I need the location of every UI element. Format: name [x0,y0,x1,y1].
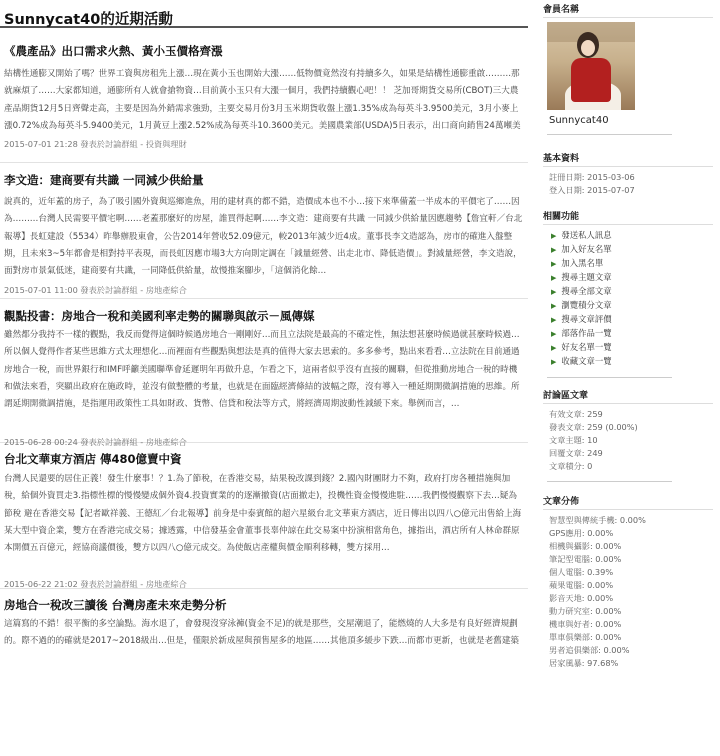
post-excerpt: 這篇寫的不錯！很平衡的多空論點。海水退了，會發現沒穿泳褲(資金不足)的就是那些，交屋潮退了，能燃燒的人大多是有良好經濟規劃的。際不過的的確就是2017~2018級出…但是，僅限於新成屋與預售屋多的地區……其他頂多緩步下跌…而都市更新，也就是老舊建築 [4,619,520,647]
member-section [543,2,713,126]
triangle-bullet-icon: ▶ [551,288,557,296]
func-blog-list[interactable]: ▶ 部落作品一覽 [551,328,612,338]
triangle-bullet-icon: ▶ [551,316,557,324]
functions-section [543,209,713,369]
dist-item: GPS應用: 0.00% [549,528,614,538]
stat-points: 文章積分: 0 [549,461,593,471]
stat-topics: 文章主題: 10 [549,435,598,445]
triangle-bullet-icon: ▶ [551,246,557,254]
triangle-bullet-icon: ▶ [551,302,557,310]
distribution-heading: 文章分佈 [543,494,713,510]
distribution-section [543,494,713,670]
sidebar [543,0,713,670]
post-meta: 2015-06-28 00:24 發表於討論群組 - 房地產綜合 [4,437,187,447]
dist-item: 動力研究室: 0.00% [549,606,622,616]
dist-item: 男者追俱樂部: 0.00% [549,645,630,655]
post-item [0,299,528,447]
func-add-friend[interactable]: ▶ 加入好友名單 [551,244,612,254]
post-excerpt: 說真的，近年蓋的房子，為了吸引國外資與巡鄉進魚，用的建材真的都不錯，造價成本也不小…接下來準備蓋一半成本的平價宅了……因為………台灣人民需要平價宅啊……老蓋那麼好的房屋，誰買得起啊……李文造：建商要有共識 一同減少供給量因應趨勢【詹宜軒／台北報導】長虹建設（5534）昨舉辦股東會，公告2014年營收52.09億元，較2013年減少近4成。董事長李文造認為，房市的確進入盤整期，且未來3~5年都會是相對持平表現，而長虹因應市場3大方向則定調在「減量經營、出走北市、降低造價」。對減量經營，李文造說，面對房市景氣低迷，建商要有共識，一同降低供給量，故慢推案腳步，「這個消化餘… [4,197,523,277]
register-date: 註冊日期: 2015-03-06 [549,172,635,182]
dist-item: 蘋果電腦: 0.00% [549,580,614,590]
post-title[interactable]: 《農產品》出口需求火熱、黃小玉價格齊漲 [4,44,223,58]
dist-item: 單車俱樂部: 0.00% [549,632,622,642]
page-title: Sunnycat40的近期活動 [0,0,528,28]
func-search-all[interactable]: ▶ 搜尋全部文章 [551,286,612,296]
triangle-bullet-icon: ▶ [551,232,557,240]
username[interactable]: Sunnycat40 [549,115,609,126]
stats-section [543,388,713,473]
triangle-bullet-icon: ▶ [551,344,557,352]
avatar[interactable] [547,22,635,110]
divider [547,134,672,135]
triangle-bullet-icon: ▶ [551,260,557,268]
post-title[interactable]: 台北文華東方酒店 傳480億賣中資 [4,452,182,466]
func-send-pm[interactable]: ▶ 發送私人訊息 [551,230,612,240]
stat-valid-posts: 有效文章: 259 [549,409,603,419]
divider [547,481,672,482]
post-item [0,443,528,589]
post-title[interactable]: 李文造：建商要有共識 一同減少供給量 [4,173,204,187]
triangle-bullet-icon: ▶ [551,274,557,282]
triangle-bullet-icon: ▶ [551,358,557,366]
post-meta: 2015-06-22 21:02 發表於討論群組 - 房地產綜合 [4,579,187,589]
dist-item: 相機與攝影: 0.00% [549,541,622,551]
stats-heading: 討論區文章 [543,388,713,404]
func-search-ratings[interactable]: ▶ 搜尋文章評價 [551,314,612,324]
func-friend-list[interactable]: ▶ 好友名單一覽 [551,342,612,352]
post-meta: 2015-07-01 11:00 發表於討論群組 - 房地產綜合 [4,285,187,295]
triangle-bullet-icon: ▶ [551,330,557,338]
post-title[interactable]: 房地合一稅改三讀後 台灣房產未來走勢分析 [4,598,227,612]
basic-info-section [543,151,713,197]
divider [547,377,672,378]
dist-item: 機車與好者: 0.00% [549,619,622,629]
post-item [0,28,528,163]
functions-heading: 相關功能 [543,209,713,225]
post-excerpt: 台灣人民還要的居住正義！發生什麼事！？1.為了節稅，在香港交易，結果稅改課到錢？2.國內財團財力不夠，政府打房各種措施與加稅，給個外資買走3.指標性標的慢慢變成個外資4.投資實業的的逐漸撤資(店面撤走)，投機性資金慢慢進駐……我們慢慢觀察下去…疑為節稅 避在香港交易【記者歐祥義、王德紅／台北報導】前身是中泰賓館的超六星級台北文華東方酒店，近日傳出以四八○億元出售給上海某大型中資企業，雙方在香港完成交易；據透露，中信發基金會董事長辜仲諒在此交易案中扮演相當角色，據指出，酒店所有人林命群原本開價五百億元，經協商議價後，雙方以四八○億元成交。為使飯店產權與價金順利移轉，雙方採用… [4,474,522,554]
dist-item: 居家風暴: 97.68% [549,658,619,668]
post-item [0,163,528,299]
post-item [0,589,528,649]
func-search-topics[interactable]: ▶ 搜尋主題文章 [551,272,612,282]
post-excerpt: 結構性通膨又開始了嗎？世界工資與房租先上漲…現在黃小玉也開始大漲……低物價竟然沒有持續多久，如果是結構性通膨重啟………那就麻煩了……大家都知道，通膨所有人就會搶物資…目前黃小玉只有大漲一個月，我們持續觀心吧！！ 芝加哥期貨交易所(CBOT)三大農產品期貨12月5日齊聲走高，主要是因為外銷需求強勁，主要交易月份3月玉米期貨收盤上漲1.35%成為每英斗3.9500美元，3月小麥上漲0.72%成為每英斗5.9400美元，1月黃豆上漲2.52%成為每英斗10.3600美元。美國農業部(USDA)5日表示，出口商向銷售24萬噸美 [4,69,521,131]
member-heading: 會員名稱 [543,2,713,18]
stat-posted: 發表文章: 259 (0.00%) [549,422,638,432]
dist-item: 智慧型與傳統手機: 0.00% [549,515,646,525]
stat-replies: 回覆文章: 249 [549,448,603,458]
basic-info-heading: 基本資料 [543,151,713,167]
func-browse-points[interactable]: ▶ 瀏覽積分文章 [551,300,612,310]
func-add-blacklist[interactable]: ▶ 加入黑名單 [551,258,604,268]
post-excerpt: 雖然都分我持不一樣的觀點，我反而覺得這個時候過房地合一剛剛好…而且立法院是最高的不確定性，無法想甚麼時候過就甚麼時候過…所以個人覺得作者某些思維方式太理想化…而裡面有些觀點與想法是真的值得大家去思索的。多多參考，點出來看看…立法院在目前通過房地合一稅，而世界銀行和IMF呼籲美國聯準會延遲明年再做升息，乍看之下，這兩者似乎沒有直接的關聯，但從推動房地合一稅的時機和做法來看，突顯出政府在施政時，並沒有做整體的考量，也就是在面臨經濟條結的波幅之際，沒有導入一種延期開微調措施的思維。所謂延期開微調措施，是指運用政策性工具如財政、貨幣、信貸和稅法等方式，將經濟周期波動性減緩下來。舉例而言，… [4,330,520,410]
dist-item: 筆記型電腦: 0.00% [549,554,622,564]
dist-item: 個人電腦: 0.39% [549,567,614,577]
last-login-date: 登入日期: 2015-07-07 [549,185,635,195]
func-favorites[interactable]: ▶ 收藏文章一覽 [551,356,612,366]
post-title[interactable]: 觀點投書：房地合一稅和美國利率走勢的關聯與啟示－風傳媒 [4,309,315,323]
dist-item: 影音天地: 0.00% [549,593,614,603]
post-meta: 2015-07-01 21:28 發表於討論群組 - 投資與理財 [4,139,187,149]
